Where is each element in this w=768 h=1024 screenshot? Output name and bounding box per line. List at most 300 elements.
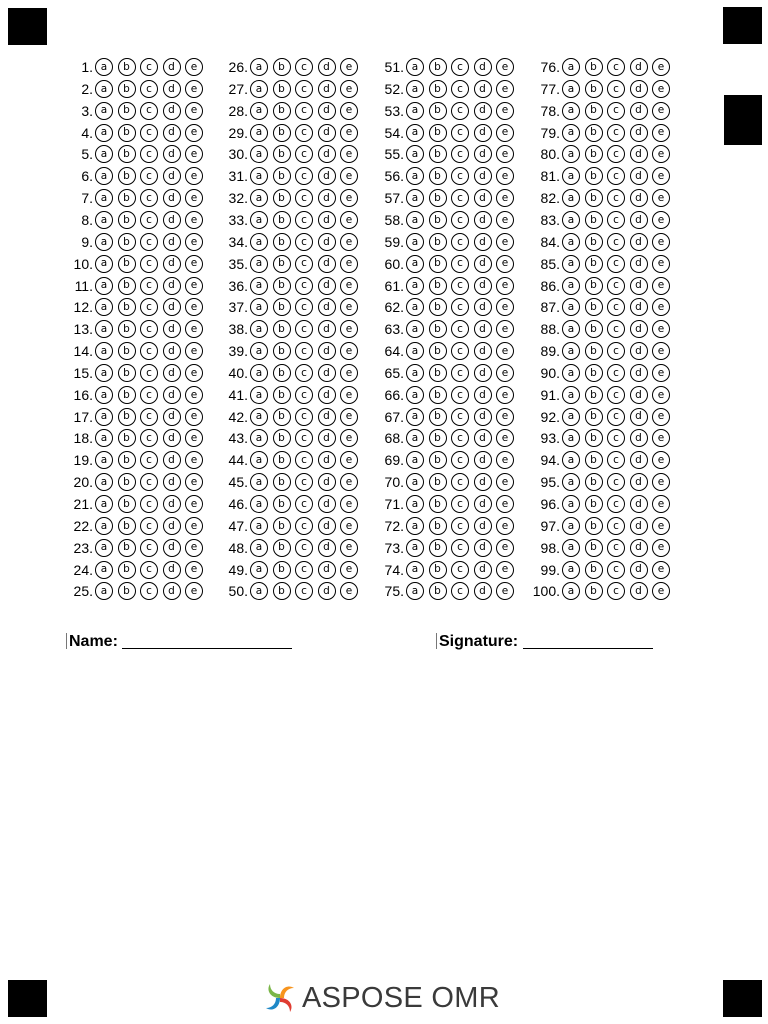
answer-bubble-a[interactable]: a: [250, 342, 268, 360]
answer-bubble-c[interactable]: c: [295, 211, 313, 229]
answer-bubble-a[interactable]: a: [95, 364, 113, 382]
answer-bubble-c[interactable]: c: [607, 561, 625, 579]
answer-bubble-e[interactable]: e: [340, 102, 358, 120]
answer-bubble-c[interactable]: c: [295, 124, 313, 142]
answer-bubble-e[interactable]: e: [340, 429, 358, 447]
answer-bubble-b[interactable]: b: [273, 298, 291, 316]
answer-bubble-b[interactable]: b: [585, 298, 603, 316]
answer-bubble-d[interactable]: d: [474, 561, 492, 579]
answer-bubble-b[interactable]: b: [585, 145, 603, 163]
answer-bubble-d[interactable]: d: [163, 451, 181, 469]
answer-bubble-b[interactable]: b: [118, 277, 136, 295]
answer-bubble-b[interactable]: b: [429, 495, 447, 513]
answer-bubble-c[interactable]: c: [607, 517, 625, 535]
answer-bubble-d[interactable]: d: [630, 58, 648, 76]
answer-bubble-d[interactable]: d: [318, 364, 336, 382]
answer-bubble-d[interactable]: d: [163, 298, 181, 316]
answer-bubble-d[interactable]: d: [630, 320, 648, 338]
answer-bubble-c[interactable]: c: [140, 495, 158, 513]
answer-bubble-a[interactable]: a: [95, 561, 113, 579]
answer-bubble-b[interactable]: b: [585, 342, 603, 360]
answer-bubble-b[interactable]: b: [585, 255, 603, 273]
answer-bubble-a[interactable]: a: [250, 451, 268, 469]
answer-bubble-a[interactable]: a: [250, 80, 268, 98]
answer-bubble-c[interactable]: c: [140, 124, 158, 142]
answer-bubble-e[interactable]: e: [185, 80, 203, 98]
answer-bubble-d[interactable]: d: [163, 408, 181, 426]
answer-bubble-a[interactable]: a: [250, 277, 268, 295]
answer-bubble-e[interactable]: e: [652, 561, 670, 579]
answer-bubble-a[interactable]: a: [95, 582, 113, 600]
answer-bubble-e[interactable]: e: [652, 145, 670, 163]
answer-bubble-b[interactable]: b: [273, 582, 291, 600]
answer-bubble-a[interactable]: a: [562, 298, 580, 316]
answer-bubble-d[interactable]: d: [474, 124, 492, 142]
answer-bubble-a[interactable]: a: [406, 102, 424, 120]
answer-bubble-e[interactable]: e: [652, 189, 670, 207]
answer-bubble-b[interactable]: b: [273, 364, 291, 382]
answer-bubble-b[interactable]: b: [585, 539, 603, 557]
answer-bubble-a[interactable]: a: [95, 517, 113, 535]
answer-bubble-c[interactable]: c: [295, 364, 313, 382]
answer-bubble-d[interactable]: d: [474, 386, 492, 404]
answer-bubble-b[interactable]: b: [429, 320, 447, 338]
answer-bubble-d[interactable]: d: [163, 386, 181, 404]
answer-bubble-a[interactable]: a: [95, 320, 113, 338]
answer-bubble-d[interactable]: d: [163, 320, 181, 338]
answer-bubble-c[interactable]: c: [451, 473, 469, 491]
answer-bubble-d[interactable]: d: [630, 386, 648, 404]
answer-bubble-e[interactable]: e: [496, 364, 514, 382]
answer-bubble-e[interactable]: e: [185, 561, 203, 579]
answer-bubble-b[interactable]: b: [429, 342, 447, 360]
answer-bubble-b[interactable]: b: [585, 277, 603, 295]
answer-bubble-e[interactable]: e: [340, 277, 358, 295]
answer-bubble-a[interactable]: a: [95, 145, 113, 163]
answer-bubble-c[interactable]: c: [607, 277, 625, 295]
answer-bubble-b[interactable]: b: [273, 386, 291, 404]
answer-bubble-e[interactable]: e: [496, 495, 514, 513]
answer-bubble-a[interactable]: a: [406, 539, 424, 557]
answer-bubble-b[interactable]: b: [585, 495, 603, 513]
answer-bubble-b[interactable]: b: [118, 429, 136, 447]
answer-bubble-b[interactable]: b: [118, 495, 136, 513]
answer-bubble-a[interactable]: a: [95, 167, 113, 185]
answer-bubble-b[interactable]: b: [273, 124, 291, 142]
answer-bubble-e[interactable]: e: [496, 145, 514, 163]
answer-bubble-d[interactable]: d: [474, 145, 492, 163]
answer-bubble-b[interactable]: b: [585, 189, 603, 207]
answer-bubble-a[interactable]: a: [250, 145, 268, 163]
answer-bubble-d[interactable]: d: [163, 539, 181, 557]
answer-bubble-a[interactable]: a: [95, 58, 113, 76]
answer-bubble-b[interactable]: b: [118, 342, 136, 360]
answer-bubble-a[interactable]: a: [406, 408, 424, 426]
answer-bubble-e[interactable]: e: [340, 495, 358, 513]
answer-bubble-b[interactable]: b: [118, 102, 136, 120]
answer-bubble-b[interactable]: b: [429, 473, 447, 491]
answer-bubble-b[interactable]: b: [273, 473, 291, 491]
answer-bubble-b[interactable]: b: [273, 561, 291, 579]
answer-bubble-c[interactable]: c: [451, 408, 469, 426]
answer-bubble-c[interactable]: c: [295, 58, 313, 76]
answer-bubble-b[interactable]: b: [273, 189, 291, 207]
answer-bubble-a[interactable]: a: [406, 211, 424, 229]
answer-bubble-d[interactable]: d: [474, 255, 492, 273]
answer-bubble-c[interactable]: c: [607, 451, 625, 469]
answer-bubble-e[interactable]: e: [652, 495, 670, 513]
answer-bubble-a[interactable]: a: [562, 364, 580, 382]
answer-bubble-a[interactable]: a: [562, 167, 580, 185]
answer-bubble-d[interactable]: d: [318, 495, 336, 513]
answer-bubble-e[interactable]: e: [340, 124, 358, 142]
answer-bubble-a[interactable]: a: [250, 539, 268, 557]
answer-bubble-a[interactable]: a: [95, 233, 113, 251]
answer-bubble-b[interactable]: b: [585, 386, 603, 404]
answer-bubble-d[interactable]: d: [163, 102, 181, 120]
answer-bubble-c[interactable]: c: [140, 408, 158, 426]
answer-bubble-c[interactable]: c: [140, 582, 158, 600]
answer-bubble-d[interactable]: d: [318, 429, 336, 447]
answer-bubble-c[interactable]: c: [140, 102, 158, 120]
answer-bubble-a[interactable]: a: [406, 582, 424, 600]
answer-bubble-d[interactable]: d: [163, 233, 181, 251]
answer-bubble-a[interactable]: a: [250, 124, 268, 142]
answer-bubble-b[interactable]: b: [118, 408, 136, 426]
answer-bubble-d[interactable]: d: [630, 539, 648, 557]
answer-bubble-a[interactable]: a: [406, 255, 424, 273]
answer-bubble-a[interactable]: a: [95, 473, 113, 491]
answer-bubble-e[interactable]: e: [652, 408, 670, 426]
answer-bubble-b[interactable]: b: [273, 102, 291, 120]
answer-bubble-b[interactable]: b: [273, 167, 291, 185]
answer-bubble-a[interactable]: a: [95, 277, 113, 295]
answer-bubble-e[interactable]: e: [496, 167, 514, 185]
answer-bubble-b[interactable]: b: [429, 539, 447, 557]
answer-bubble-a[interactable]: a: [406, 320, 424, 338]
answer-bubble-a[interactable]: a: [406, 298, 424, 316]
answer-bubble-d[interactable]: d: [630, 80, 648, 98]
answer-bubble-e[interactable]: e: [496, 386, 514, 404]
answer-bubble-e[interactable]: e: [340, 451, 358, 469]
answer-bubble-c[interactable]: c: [140, 561, 158, 579]
answer-bubble-b[interactable]: b: [273, 342, 291, 360]
answer-bubble-b[interactable]: b: [118, 233, 136, 251]
answer-bubble-a[interactable]: a: [95, 255, 113, 273]
answer-bubble-a[interactable]: a: [406, 364, 424, 382]
answer-bubble-e[interactable]: e: [185, 495, 203, 513]
answer-bubble-e[interactable]: e: [496, 320, 514, 338]
answer-bubble-e[interactable]: e: [185, 277, 203, 295]
answer-bubble-e[interactable]: e: [340, 80, 358, 98]
answer-bubble-e[interactable]: e: [496, 298, 514, 316]
answer-bubble-c[interactable]: c: [295, 582, 313, 600]
answer-bubble-c[interactable]: c: [140, 277, 158, 295]
answer-bubble-e[interactable]: e: [185, 386, 203, 404]
answer-bubble-c[interactable]: c: [140, 58, 158, 76]
answer-bubble-d[interactable]: d: [318, 145, 336, 163]
answer-bubble-d[interactable]: d: [630, 124, 648, 142]
answer-bubble-e[interactable]: e: [340, 364, 358, 382]
answer-bubble-c[interactable]: c: [607, 80, 625, 98]
answer-bubble-d[interactable]: d: [318, 342, 336, 360]
answer-bubble-b[interactable]: b: [429, 167, 447, 185]
answer-bubble-c[interactable]: c: [140, 189, 158, 207]
answer-bubble-c[interactable]: c: [607, 429, 625, 447]
answer-bubble-a[interactable]: a: [562, 189, 580, 207]
answer-bubble-a[interactable]: a: [562, 102, 580, 120]
answer-bubble-d[interactable]: d: [474, 211, 492, 229]
answer-bubble-d[interactable]: d: [630, 255, 648, 273]
answer-bubble-a[interactable]: a: [406, 124, 424, 142]
answer-bubble-c[interactable]: c: [140, 255, 158, 273]
answer-bubble-e[interactable]: e: [185, 473, 203, 491]
answer-bubble-c[interactable]: c: [451, 364, 469, 382]
answer-bubble-e[interactable]: e: [496, 408, 514, 426]
answer-bubble-c[interactable]: c: [451, 145, 469, 163]
answer-bubble-e[interactable]: e: [496, 80, 514, 98]
answer-bubble-a[interactable]: a: [562, 233, 580, 251]
answer-bubble-c[interactable]: c: [607, 364, 625, 382]
answer-bubble-e[interactable]: e: [185, 58, 203, 76]
answer-bubble-c[interactable]: c: [607, 124, 625, 142]
answer-bubble-d[interactable]: d: [630, 429, 648, 447]
answer-bubble-e[interactable]: e: [496, 451, 514, 469]
answer-bubble-c[interactable]: c: [451, 58, 469, 76]
answer-bubble-b[interactable]: b: [118, 167, 136, 185]
answer-bubble-e[interactable]: e: [185, 342, 203, 360]
answer-bubble-b[interactable]: b: [118, 539, 136, 557]
answer-bubble-a[interactable]: a: [562, 473, 580, 491]
answer-bubble-c[interactable]: c: [451, 255, 469, 273]
answer-bubble-c[interactable]: c: [451, 277, 469, 295]
answer-bubble-c[interactable]: c: [607, 539, 625, 557]
answer-bubble-c[interactable]: c: [451, 102, 469, 120]
answer-bubble-e[interactable]: e: [652, 386, 670, 404]
answer-bubble-c[interactable]: c: [451, 167, 469, 185]
answer-bubble-e[interactable]: e: [496, 342, 514, 360]
answer-bubble-c[interactable]: c: [295, 277, 313, 295]
answer-bubble-c[interactable]: c: [607, 320, 625, 338]
answer-bubble-e[interactable]: e: [496, 58, 514, 76]
answer-bubble-b[interactable]: b: [273, 451, 291, 469]
answer-bubble-b[interactable]: b: [118, 451, 136, 469]
answer-bubble-c[interactable]: c: [140, 473, 158, 491]
answer-bubble-e[interactable]: e: [496, 211, 514, 229]
answer-bubble-e[interactable]: e: [185, 320, 203, 338]
answer-bubble-d[interactable]: d: [474, 517, 492, 535]
answer-bubble-d[interactable]: d: [474, 233, 492, 251]
answer-bubble-d[interactable]: d: [630, 298, 648, 316]
answer-bubble-e[interactable]: e: [652, 539, 670, 557]
answer-bubble-d[interactable]: d: [630, 189, 648, 207]
answer-bubble-e[interactable]: e: [340, 539, 358, 557]
answer-bubble-e[interactable]: e: [496, 255, 514, 273]
answer-bubble-e[interactable]: e: [340, 342, 358, 360]
answer-bubble-a[interactable]: a: [250, 189, 268, 207]
answer-bubble-d[interactable]: d: [474, 80, 492, 98]
answer-bubble-e[interactable]: e: [185, 124, 203, 142]
answer-bubble-e[interactable]: e: [652, 211, 670, 229]
answer-bubble-c[interactable]: c: [607, 342, 625, 360]
answer-bubble-d[interactable]: d: [474, 473, 492, 491]
answer-bubble-c[interactable]: c: [140, 233, 158, 251]
answer-bubble-c[interactable]: c: [295, 102, 313, 120]
answer-bubble-c[interactable]: c: [140, 342, 158, 360]
answer-bubble-e[interactable]: e: [185, 145, 203, 163]
answer-bubble-b[interactable]: b: [429, 386, 447, 404]
answer-bubble-e[interactable]: e: [340, 561, 358, 579]
answer-bubble-d[interactable]: d: [163, 495, 181, 513]
answer-bubble-c[interactable]: c: [295, 495, 313, 513]
answer-bubble-b[interactable]: b: [429, 561, 447, 579]
answer-bubble-b[interactable]: b: [118, 124, 136, 142]
answer-bubble-d[interactable]: d: [630, 167, 648, 185]
answer-bubble-a[interactable]: a: [562, 211, 580, 229]
answer-bubble-c[interactable]: c: [295, 386, 313, 404]
answer-bubble-d[interactable]: d: [318, 255, 336, 273]
answer-bubble-c[interactable]: c: [607, 298, 625, 316]
answer-bubble-c[interactable]: c: [607, 211, 625, 229]
answer-bubble-c[interactable]: c: [295, 167, 313, 185]
answer-bubble-e[interactable]: e: [185, 189, 203, 207]
answer-bubble-e[interactable]: e: [496, 517, 514, 535]
answer-bubble-a[interactable]: a: [95, 408, 113, 426]
answer-bubble-c[interactable]: c: [140, 80, 158, 98]
answer-bubble-d[interactable]: d: [630, 233, 648, 251]
answer-bubble-a[interactable]: a: [406, 451, 424, 469]
answer-bubble-a[interactable]: a: [406, 80, 424, 98]
answer-bubble-c[interactable]: c: [451, 80, 469, 98]
answer-bubble-d[interactable]: d: [318, 451, 336, 469]
answer-bubble-d[interactable]: d: [163, 517, 181, 535]
answer-bubble-c[interactable]: c: [295, 561, 313, 579]
answer-bubble-c[interactable]: c: [140, 320, 158, 338]
answer-bubble-d[interactable]: d: [474, 277, 492, 295]
answer-bubble-e[interactable]: e: [340, 189, 358, 207]
answer-bubble-b[interactable]: b: [118, 80, 136, 98]
answer-bubble-a[interactable]: a: [562, 320, 580, 338]
answer-bubble-a[interactable]: a: [95, 429, 113, 447]
answer-bubble-c[interactable]: c: [451, 189, 469, 207]
answer-bubble-e[interactable]: e: [652, 582, 670, 600]
answer-bubble-b[interactable]: b: [585, 429, 603, 447]
answer-bubble-e[interactable]: e: [340, 233, 358, 251]
answer-bubble-c[interactable]: c: [451, 495, 469, 513]
answer-bubble-b[interactable]: b: [585, 124, 603, 142]
answer-bubble-b[interactable]: b: [273, 539, 291, 557]
answer-bubble-b[interactable]: b: [429, 277, 447, 295]
answer-bubble-e[interactable]: e: [340, 386, 358, 404]
answer-bubble-e[interactable]: e: [652, 102, 670, 120]
answer-bubble-a[interactable]: a: [406, 517, 424, 535]
answer-bubble-e[interactable]: e: [185, 517, 203, 535]
answer-bubble-a[interactable]: a: [562, 429, 580, 447]
answer-bubble-e[interactable]: e: [652, 277, 670, 295]
answer-bubble-d[interactable]: d: [163, 277, 181, 295]
answer-bubble-c[interactable]: c: [140, 386, 158, 404]
answer-bubble-a[interactable]: a: [95, 124, 113, 142]
answer-bubble-b[interactable]: b: [273, 517, 291, 535]
answer-bubble-c[interactable]: c: [451, 320, 469, 338]
answer-bubble-c[interactable]: c: [451, 429, 469, 447]
answer-bubble-b[interactable]: b: [429, 58, 447, 76]
answer-bubble-d[interactable]: d: [630, 102, 648, 120]
answer-bubble-a[interactable]: a: [562, 451, 580, 469]
answer-bubble-a[interactable]: a: [406, 58, 424, 76]
answer-bubble-e[interactable]: e: [496, 429, 514, 447]
answer-bubble-c[interactable]: c: [607, 408, 625, 426]
answer-bubble-e[interactable]: e: [496, 102, 514, 120]
answer-bubble-d[interactable]: d: [163, 189, 181, 207]
answer-bubble-d[interactable]: d: [163, 58, 181, 76]
answer-bubble-a[interactable]: a: [250, 102, 268, 120]
answer-bubble-a[interactable]: a: [406, 561, 424, 579]
answer-bubble-d[interactable]: d: [630, 517, 648, 535]
answer-bubble-e[interactable]: e: [340, 58, 358, 76]
answer-bubble-c[interactable]: c: [451, 539, 469, 557]
answer-bubble-a[interactable]: a: [406, 189, 424, 207]
answer-bubble-b[interactable]: b: [118, 473, 136, 491]
answer-bubble-c[interactable]: c: [140, 298, 158, 316]
answer-bubble-a[interactable]: a: [562, 517, 580, 535]
answer-bubble-c[interactable]: c: [295, 298, 313, 316]
answer-bubble-e[interactable]: e: [652, 255, 670, 273]
answer-bubble-b[interactable]: b: [429, 298, 447, 316]
answer-bubble-a[interactable]: a: [95, 386, 113, 404]
answer-bubble-a[interactable]: a: [250, 386, 268, 404]
answer-bubble-a[interactable]: a: [562, 255, 580, 273]
answer-bubble-b[interactable]: b: [429, 364, 447, 382]
answer-bubble-b[interactable]: b: [429, 211, 447, 229]
answer-bubble-b[interactable]: b: [429, 255, 447, 273]
answer-bubble-d[interactable]: d: [318, 233, 336, 251]
answer-bubble-d[interactable]: d: [474, 429, 492, 447]
answer-bubble-d[interactable]: d: [318, 298, 336, 316]
answer-bubble-d[interactable]: d: [163, 364, 181, 382]
answer-bubble-b[interactable]: b: [585, 582, 603, 600]
answer-bubble-b[interactable]: b: [273, 495, 291, 513]
answer-bubble-e[interactable]: e: [652, 80, 670, 98]
answer-bubble-c[interactable]: c: [295, 189, 313, 207]
answer-bubble-d[interactable]: d: [630, 561, 648, 579]
answer-bubble-b[interactable]: b: [429, 408, 447, 426]
answer-bubble-c[interactable]: c: [295, 145, 313, 163]
answer-bubble-d[interactable]: d: [318, 582, 336, 600]
answer-bubble-a[interactable]: a: [562, 342, 580, 360]
answer-bubble-c[interactable]: c: [140, 364, 158, 382]
answer-bubble-b[interactable]: b: [585, 561, 603, 579]
answer-bubble-e[interactable]: e: [185, 539, 203, 557]
answer-bubble-d[interactable]: d: [474, 342, 492, 360]
answer-bubble-b[interactable]: b: [273, 58, 291, 76]
name-input-line[interactable]: [122, 648, 292, 649]
answer-bubble-a[interactable]: a: [562, 277, 580, 295]
answer-bubble-e[interactable]: e: [185, 102, 203, 120]
answer-bubble-b[interactable]: b: [273, 408, 291, 426]
answer-bubble-b[interactable]: b: [118, 561, 136, 579]
answer-bubble-a[interactable]: a: [95, 539, 113, 557]
answer-bubble-b[interactable]: b: [273, 80, 291, 98]
answer-bubble-d[interactable]: d: [163, 124, 181, 142]
signature-input-line[interactable]: [523, 648, 653, 649]
answer-bubble-c[interactable]: c: [451, 124, 469, 142]
answer-bubble-e[interactable]: e: [340, 517, 358, 535]
answer-bubble-e[interactable]: e: [496, 124, 514, 142]
answer-bubble-e[interactable]: e: [340, 167, 358, 185]
answer-bubble-c[interactable]: c: [607, 145, 625, 163]
answer-bubble-e[interactable]: e: [652, 167, 670, 185]
